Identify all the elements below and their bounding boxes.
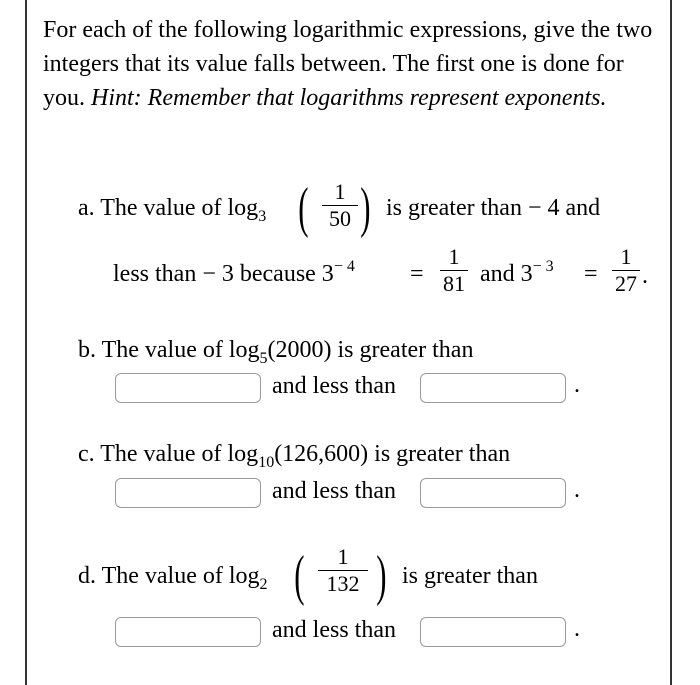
- part-d-label: d.: [78, 563, 96, 589]
- instructions-text: For each of the following logarithmic expressions, give the two integers that its value falls between. The first one is done for you.: [43, 17, 653, 111]
- part-c-lower-input[interactable]: [116, 479, 260, 507]
- part-d-upper-input[interactable]: [421, 618, 565, 646]
- part-a-frac3-num: 1: [620, 244, 632, 269]
- part-a-fraction: [322, 180, 358, 231]
- part-d-line1: [78, 562, 268, 593]
- part-a-left-paren: (: [298, 177, 309, 239]
- part-d-fraction: [318, 545, 368, 596]
- part-a-line2-start: less than − 3 because 3: [113, 261, 334, 287]
- part-a-period: .: [642, 263, 648, 289]
- part-b-and-less: and less than: [272, 373, 396, 399]
- part-a-fraction-3: [612, 245, 640, 296]
- part-c-log-base: 10: [258, 454, 275, 471]
- part-c-label: c.: [78, 441, 95, 467]
- part-c-and-less: and less than: [272, 478, 396, 504]
- part-a-lead: The value of log: [100, 195, 259, 221]
- part-c-line1: [78, 440, 510, 471]
- part-b-arg: (2000) is greater than: [267, 337, 474, 363]
- hint-text: Hint: Remember that logarithms represent exponents.: [91, 85, 607, 111]
- part-c-upper-answer-box[interactable]: [420, 478, 566, 508]
- part-a-frac-den: 50: [329, 206, 351, 231]
- part-a-exp1: − 4: [333, 258, 355, 275]
- part-b-upper-answer-box[interactable]: [420, 373, 566, 403]
- part-a-frac2-den: 81: [443, 271, 465, 296]
- part-a-line1: [78, 194, 266, 225]
- part-d-and-less: and less than: [272, 617, 396, 643]
- part-a-exp2: − 3: [532, 258, 554, 275]
- part-d-frac-den: 132: [326, 571, 360, 596]
- part-d-after: is greater than: [402, 563, 538, 589]
- part-c-upper-input[interactable]: [421, 479, 565, 507]
- part-d-right-paren: ): [376, 545, 387, 607]
- part-a-frac-num: 1: [334, 179, 346, 204]
- part-a-eq1: =: [410, 261, 424, 287]
- part-d-frac-num: 1: [337, 544, 349, 569]
- part-b-log-base: 5: [259, 350, 268, 367]
- part-a-label: a.: [78, 195, 95, 221]
- part-d-lead: The value of log: [101, 563, 260, 589]
- part-b-label: b.: [78, 337, 96, 363]
- part-b-line1: [78, 336, 473, 367]
- part-a-and: and $3^{- 3}$: [480, 258, 554, 287]
- part-a-line2: [113, 260, 355, 291]
- part-a-eq2: =: [584, 261, 598, 287]
- part-b-lead: The value of log: [101, 337, 260, 363]
- part-c-arg: (126,600) is greater than: [274, 441, 511, 467]
- part-a-after: is greater than − 4 and: [386, 195, 601, 221]
- part-a-frac2-num: 1: [448, 244, 460, 269]
- part-d-period: .: [574, 616, 580, 642]
- part-d-upper-answer-box[interactable]: [420, 617, 566, 647]
- part-d-log-base: 2: [259, 576, 268, 593]
- part-b-lower-answer-box[interactable]: [115, 373, 261, 403]
- part-a-frac3-den: 27: [615, 271, 637, 296]
- part-b-upper-input[interactable]: [421, 374, 565, 402]
- part-c-period: .: [574, 477, 580, 503]
- part-a-right-paren: ): [360, 177, 371, 239]
- instructions: [43, 13, 663, 115]
- part-d-lower-answer-box[interactable]: [115, 617, 261, 647]
- part-a-fraction-2: [440, 245, 468, 296]
- part-b-lower-input[interactable]: [116, 374, 260, 402]
- part-d-left-paren: (: [294, 545, 305, 607]
- part-c-lower-answer-box[interactable]: [115, 478, 261, 508]
- part-d-lower-input[interactable]: [116, 618, 260, 646]
- part-a-log-base: 3: [258, 208, 267, 225]
- part-b-period: .: [574, 372, 580, 398]
- part-c-lead: The value of log: [100, 441, 259, 467]
